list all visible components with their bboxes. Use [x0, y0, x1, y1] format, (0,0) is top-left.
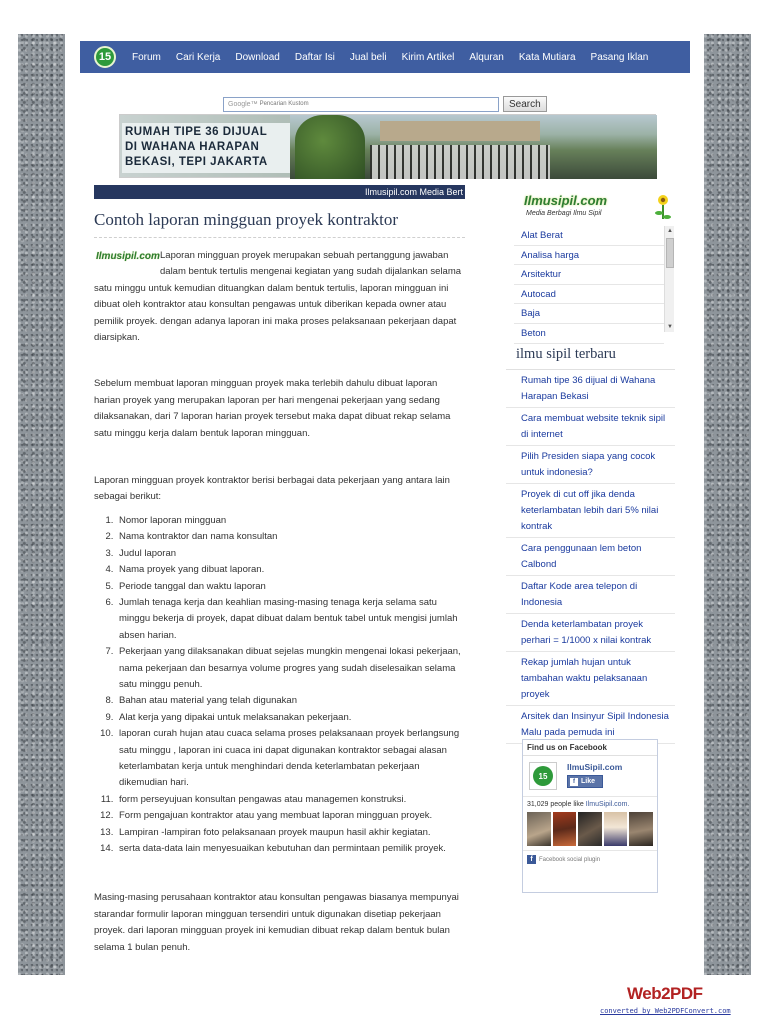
background-texture-left	[18, 34, 65, 975]
site-logo[interactable]: 15	[94, 46, 116, 68]
latest-posts-widget	[506, 344, 675, 744]
facebook-page-row	[523, 756, 657, 796]
nav-download[interactable]: Download	[235, 51, 280, 63]
banner-text	[122, 123, 290, 173]
sidebar-logo-title: Ilmusipil.com	[524, 193, 608, 208]
latest-post-link[interactable]: Cara penggunaan lem beton Calbond	[506, 538, 675, 576]
latest-post-link[interactable]: Rumah tipe 36 dijual di Wahana Harapan Bekasi	[506, 370, 675, 408]
banner-line: BEKASI, TEPI JAKARTA	[125, 156, 268, 168]
search-input[interactable]	[223, 97, 499, 112]
list-item: 8. Bahan atau material yang telah digunakan	[116, 693, 465, 709]
category-link[interactable]: Analisa harga	[514, 246, 664, 266]
web2pdf-footer	[600, 984, 750, 1018]
plugin-label[interactable]: Facebook social plugin	[539, 856, 601, 863]
search-placeholder: Pencarian Kustom	[259, 101, 309, 107]
top-nav-bar	[80, 41, 690, 73]
article-title: Contoh laporan mingguan proyek kontraktor	[94, 210, 465, 238]
latest-post-link[interactable]: Arsitek dan Insinyur Sipil Indonesia Malu pada pemuda ini	[506, 706, 675, 744]
avatar[interactable]	[553, 812, 577, 846]
list-item: 10. laporan curah hujan atau cuaca selama proses pelaksanaan proyek berlangsung satu minggu , laporan ini cuaca ini dapat digunakan kontraktor sebagai alasan keterlambatan kerja untuk menghindari denda keterlambatan pekerjaan dikemudian hari.	[116, 726, 465, 792]
list-item: 1. Nomor laporan mingguan	[116, 513, 465, 529]
category-link[interactable]: Beton	[514, 324, 664, 344]
report-contents-list	[116, 513, 465, 858]
latest-post-link[interactable]: Cara membuat website teknik sipil di internet	[506, 408, 675, 446]
facebook-f-icon: f	[570, 778, 578, 786]
facebook-widget-header: Find us on Facebook	[523, 740, 657, 756]
search-bar	[223, 96, 547, 112]
facebook-page-avatar-mark: 15	[533, 766, 553, 786]
list-item: 14. serta data-data lain menyesuaikan kebutuhan dan permintaan pemilik proyek.	[116, 841, 465, 857]
facebook-like-button[interactable]	[567, 775, 603, 788]
facebook-widget	[522, 739, 658, 893]
nav-jual-beli[interactable]: Jual beli	[349, 51, 387, 63]
list-item: 6. Jumlah tenaga kerja dan keahlian masing-masing tenaga kerja selama satu minggu bekerja di proyek, dapat dibuat dalam bentuk tabel untuk mengisi jumlah absen harian.	[116, 595, 465, 644]
list-item: 3. Judul laporan	[116, 546, 465, 562]
nav-alquran[interactable]: Alquran	[469, 51, 504, 63]
category-link[interactable]: Autocad	[514, 285, 664, 305]
list-item: 12. Form pengajuan kontraktor atau yang membuat laporan mingguan proyek.	[116, 808, 465, 824]
google-label: Google™	[228, 100, 258, 108]
inline-brand-logo: Ilmusipil.com	[96, 251, 160, 262]
article-paragraph: Masing-masing perusahaan kontraktor atau konsultan pengawas biasanya mempunyai starandar formulir laporan mingguan tersendiri untuk digunakan disetiap pekerjaan proyek. dari laporan mingguan proyek ini kemudian dibuat rekap dalam bentuk bulan selama 1 bulan penuh.	[94, 892, 459, 953]
latest-posts-title: ilmu sipil terbaru	[506, 344, 675, 370]
sidebar-logo-tagline: Media Berbagi Ilmu Sipil	[526, 210, 602, 217]
latest-post-link[interactable]: Rekap jumlah hujan untuk tambahan waktu pelaksanaan proyek	[506, 652, 675, 706]
avatar[interactable]	[527, 812, 551, 846]
category-scrollbar[interactable]	[664, 226, 674, 332]
facebook-page-avatar[interactable]	[529, 762, 557, 790]
facebook-icon: f	[527, 855, 536, 864]
banner-line: RUMAH TIPE 36 DIJUAL	[125, 126, 268, 138]
latest-post-link[interactable]: Daftar Kode area telepon di Indonesia	[506, 576, 675, 614]
banner-line: DI WAHANA HARAPAN	[125, 141, 260, 153]
nav-kata-mutiara[interactable]: Kata Mutiara	[518, 51, 576, 63]
nav-forum[interactable]: Forum	[132, 51, 161, 63]
sidebar-logo[interactable]	[514, 189, 675, 225]
list-item: 9. Alat kerja yang dipakai untuk melaksanakan pekerjaan.	[116, 710, 465, 726]
facebook-faces	[523, 808, 657, 850]
list-item: 4. Nama proyek yang dibuat laporan.	[116, 562, 465, 578]
scroll-up-icon[interactable]: ▲	[667, 228, 673, 234]
web2pdf-logo[interactable]: Web2PDF	[627, 984, 703, 1003]
nav-kirim-artikel[interactable]: Kirim Artikel	[401, 51, 455, 63]
flower-icon	[654, 193, 672, 223]
scroll-thumb[interactable]	[666, 238, 674, 268]
article-paragraph: Laporan mingguan proyek kontraktor berisi berbagai data pekerjaan yang antara lain sebagai berikut:	[94, 475, 450, 503]
house-ad-banner[interactable]	[119, 114, 656, 178]
list-item: 2. Nama kontraktor dan nama konsultan	[116, 529, 465, 545]
article-paragraph: Sebelum membuat laporan mingguan proyek maka terlebih dahulu dibuat laporan harian proyek yang merupakan laporan per hari mengenai pekerjaan yang sedang dilaksanakan, dari 7 laporan harian proyek tersebut maka dapat dibuat rekap selama satu minggu kerja dalam bentuk laporan mingguan.	[94, 378, 451, 439]
banner-gate	[370, 145, 550, 179]
category-link[interactable]: Arsitektur	[514, 265, 664, 285]
category-link[interactable]: Baja	[514, 304, 664, 324]
facebook-plugin-footer	[523, 850, 657, 868]
article-intro	[94, 248, 465, 346]
latest-post-link[interactable]: Denda keterlambatan proyek perhari = 1/1000 x nilai kontrak	[506, 614, 675, 652]
avatar[interactable]	[604, 812, 628, 846]
avatar[interactable]	[629, 812, 653, 846]
background-texture-right	[704, 34, 751, 975]
page-container	[65, 34, 704, 975]
category-link[interactable]: Alat Berat	[514, 226, 664, 246]
scroll-down-icon[interactable]: ▼	[667, 324, 673, 330]
facebook-page-name[interactable]: IlmuSipil.com	[567, 762, 623, 772]
list-item: 11. form perseyujuan konsultan pengawas atau managemen konstruksi.	[116, 792, 465, 808]
list-item: 7. Pekerjaan yang dilaksanakan dibuat sejelas mungkin mengenai lokasi pekerjaan, nama pekerjaan dan besarnya volume progres yang sudah diselesaikan selama satu minggu penuh.	[116, 644, 465, 693]
converted-by-link[interactable]: converted by Web2PDFConvert.com	[600, 1007, 731, 1015]
nav-cari-kerja[interactable]: Cari Kerja	[175, 51, 221, 63]
like-count-text: 31,029 people like	[527, 801, 584, 808]
latest-post-link[interactable]: Pilih Presiden siapa yang cocok untuk indonesia?	[506, 446, 675, 484]
nav-pasang-iklan[interactable]: Pasang Iklan	[590, 51, 649, 63]
like-count-page-link[interactable]: IlmuSipil.com.	[585, 801, 630, 808]
nav-daftar-isi[interactable]: Daftar Isi	[294, 51, 335, 63]
latest-post-link[interactable]: Proyek di cut off jika denda keterlambatan lebih dari 5% nilai kontrak	[506, 484, 675, 538]
category-widget	[514, 189, 675, 339]
list-item: 5. Periode tanggal dan waktu laporan	[116, 579, 465, 595]
intro-text: Laporan mingguan proyek merupakan sebuah pertanggung jawaban dalam bentuk tertulis mengenai kegiatan yang sudah dijalankan selama satu minggu untuk kemudian dituangkan dalam bentuk tertulis, laporan mingguan ini dibuat oleh kontraktor atau konsultan pengawas untuk diberikan kepada owner atau pemilik proyek. dengan adanya laporan ini maka proses pelaksanaan pekerjaan dapat diarsipkan.	[94, 250, 462, 344]
article	[94, 210, 465, 956]
news-ticker: Ilmusipil.com Media Bert	[94, 185, 465, 199]
search-button[interactable]: Search	[503, 96, 547, 112]
facebook-like-count	[523, 796, 657, 808]
list-item: 13. Lampiran -lampiran foto pelaksanaan proyek maupun hasil akhir kegiatan.	[116, 825, 465, 841]
avatar[interactable]	[578, 812, 602, 846]
like-label: Like	[581, 778, 596, 785]
category-list	[514, 226, 664, 339]
